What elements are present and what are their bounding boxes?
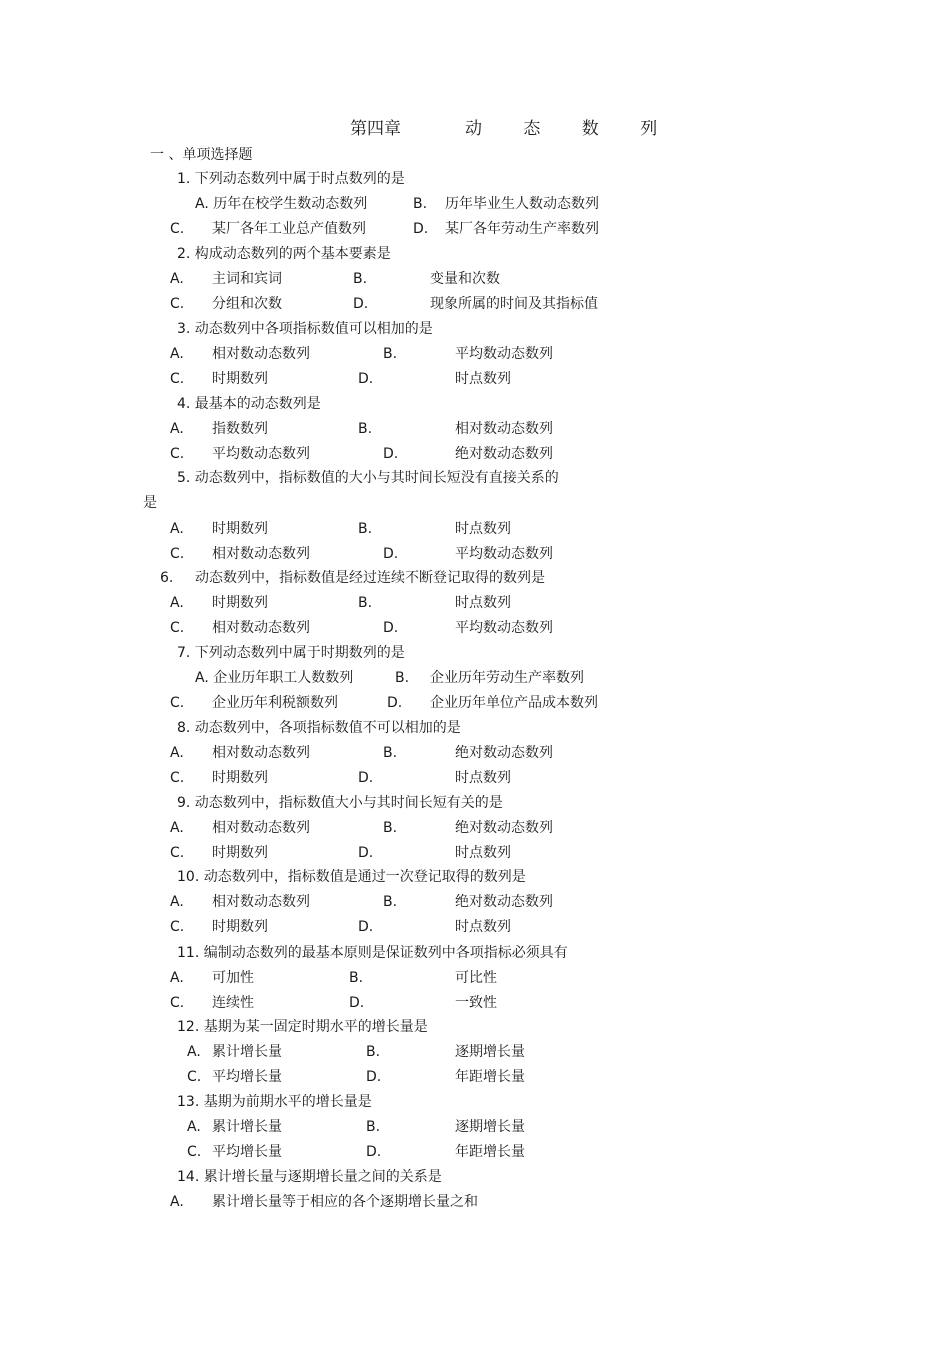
text-line: A. [187, 1044, 201, 1060]
text-line: 1. 下列动态数列中属于时点数列的是 [177, 171, 405, 187]
text-line: D. [358, 919, 374, 935]
text-line: D. [358, 845, 374, 861]
text-line: D. [383, 446, 399, 462]
text-line: B. [383, 346, 398, 362]
text-line: 5. 动态数列中，指标数值的大小与其时间长短没有直接关系的 [177, 470, 559, 486]
text-line: 时期数列 [212, 595, 268, 611]
text-line: 时期数列 [212, 770, 268, 786]
text-line: 时期数列 [212, 521, 268, 537]
text-line: 变量和次数 [430, 271, 500, 287]
text-line: 时点数列 [455, 371, 511, 387]
text-line: D. [358, 371, 374, 387]
text-line: 连续性 [212, 995, 254, 1011]
text-line: 14. 累计增长量与逐期增长量之间的关系是 [177, 1169, 442, 1185]
text-line: 绝对数动态数列 [455, 745, 553, 761]
text-line: C. [170, 371, 185, 387]
text-line: 绝对数动态数列 [455, 894, 553, 910]
text-line: 10. 动态数列中，指标数值是通过一次登记取得的数列是 [177, 869, 526, 885]
text-line: 平均数动态数列 [455, 346, 553, 362]
text-line: A. [170, 745, 184, 761]
text-line: D. [413, 221, 429, 237]
text-line: 平均数动态数列 [212, 446, 310, 462]
text-line: D. [366, 1144, 382, 1160]
text-line: B. [358, 521, 373, 537]
text-line: 平均数动态数列 [455, 620, 553, 636]
text-line: B. [358, 421, 373, 437]
text-line: D. [353, 296, 369, 312]
text-line: 时点数列 [455, 770, 511, 786]
text-line: 时期数列 [212, 919, 268, 935]
text-line: 某厂各年工业总产值数列 [212, 221, 366, 237]
text-line: D. [383, 546, 399, 562]
text-line: C. [170, 995, 185, 1011]
text-line: 企业历年利税额数列 [212, 695, 338, 711]
text-line: C. [170, 845, 185, 861]
text-line: 13. 基期为前期水平的增长量是 [177, 1094, 372, 1110]
section-heading: 一 、单项选择题 [150, 147, 253, 163]
text-line: 逐期增长量 [455, 1044, 525, 1060]
text-line: C. [170, 695, 185, 711]
text-line: B. [366, 1044, 381, 1060]
text-line: C. [170, 546, 185, 562]
text-line: 现象所属的时间及其指标值 [430, 296, 598, 312]
text-line: 可加性 [212, 970, 254, 986]
text-line: 逐期增长量 [455, 1119, 525, 1135]
text-line: 相对数动态数列 [212, 894, 310, 910]
text-line: 3. 动态数列中各项指标数值可以相加的是 [177, 321, 433, 337]
text-line: 绝对数动态数列 [455, 446, 553, 462]
text-line: A. [170, 521, 184, 537]
chapter-number: 第四章 [350, 119, 401, 139]
text-line: 4. 最基本的动态数列是 [177, 396, 321, 412]
text-line: A. [170, 820, 184, 836]
text-line: C. [170, 770, 185, 786]
text-line: C. [187, 1069, 202, 1085]
text-line: 企业历年单位产品成本数列 [430, 695, 598, 711]
text-line: 时点数列 [455, 919, 511, 935]
text-line: 8. 动态数列中，各项指标数值不可以相加的是 [177, 720, 461, 736]
text-line: A. 历年在校学生数动态数列 [195, 196, 368, 212]
text-line: B. [366, 1119, 381, 1135]
text-line: D. [358, 770, 374, 786]
text-line: 2. 构成动态数列的两个基本要素是 [177, 246, 391, 262]
text-line: 可比性 [455, 970, 497, 986]
text-line: 是 [143, 495, 157, 511]
text-line: D. [387, 695, 403, 711]
text-line: A. [170, 894, 184, 910]
text-line: A. [170, 271, 184, 287]
text-line: A. 企业历年职工人数数列 [195, 670, 354, 686]
text-line: 某厂各年劳动生产率数列 [445, 221, 599, 237]
text-line: 相对数动态数列 [212, 820, 310, 836]
text-line: 时点数列 [455, 521, 511, 537]
text-line: 11. 编制动态数列的最基本原则是保证数列中各项指标必须具有 [177, 945, 568, 961]
text-line: 时点数列 [455, 845, 511, 861]
text-line: A. [170, 970, 184, 986]
text-line: C. [187, 1144, 202, 1160]
text-line: 7. 下列动态数列中属于时期数列的是 [177, 645, 405, 661]
text-line: A. [170, 1194, 184, 1210]
text-line: 累计增长量 [212, 1044, 282, 1060]
text-line: C. [170, 919, 185, 935]
text-line: 指数数列 [212, 421, 268, 437]
text-line: C. [170, 620, 185, 636]
text-line: 历年毕业生人数动态数列 [445, 196, 599, 212]
text-line: B. [383, 820, 398, 836]
text-line: 一致性 [455, 995, 497, 1011]
text-line: 年距增长量 [455, 1144, 525, 1160]
text-line: 相对数动态数列 [455, 421, 553, 437]
text-line: 主词和宾词 [212, 271, 282, 287]
text-line: 相对数动态数列 [212, 745, 310, 761]
text-line: 相对数动态数列 [212, 620, 310, 636]
text-line: D. [349, 995, 365, 1011]
text-line: D. [383, 620, 399, 636]
text-line: 相对数动态数列 [212, 346, 310, 362]
text-line: C. [170, 221, 185, 237]
text-line: 平均增长量 [212, 1144, 282, 1160]
text-line: B. [383, 894, 398, 910]
text-line: 绝对数动态数列 [455, 820, 553, 836]
text-line: 12. 基期为某一固定时期水平的增长量是 [177, 1019, 428, 1035]
text-line: 6. [160, 570, 174, 586]
text-line: 时点数列 [455, 595, 511, 611]
text-line: A. [187, 1119, 201, 1135]
text-line: D. [366, 1069, 382, 1085]
text-line: B. [395, 670, 410, 686]
text-line: 时期数列 [212, 371, 268, 387]
text-line: 动态数列中，指标数值是经过连续不断登记取得的数列是 [195, 570, 545, 586]
text-line: A. [170, 421, 184, 437]
text-line: 年距增长量 [455, 1069, 525, 1085]
text-line: 累计增长量 [212, 1119, 282, 1135]
text-line: 累计增长量等于相应的各个逐期增长量之和 [212, 1194, 478, 1210]
text-line: 分组和次数 [212, 296, 282, 312]
text-line: A. [170, 595, 184, 611]
text-line: B. [413, 196, 428, 212]
text-line: B. [353, 271, 368, 287]
text-line: 企业历年劳动生产率数列 [430, 670, 584, 686]
text-line: C. [170, 446, 185, 462]
text-line: 时期数列 [212, 845, 268, 861]
text-line: A. [170, 346, 184, 362]
text-line: B. [358, 595, 373, 611]
text-line: B. [349, 970, 364, 986]
text-line: 9. 动态数列中，指标数值大小与其时间长短有关的是 [177, 795, 503, 811]
text-line: C. [170, 296, 185, 312]
chapter-title: 动 态 数 列 [465, 119, 676, 139]
text-line: 相对数动态数列 [212, 546, 310, 562]
text-line: 平均增长量 [212, 1069, 282, 1085]
text-line: B. [383, 745, 398, 761]
text-line: 平均数动态数列 [455, 546, 553, 562]
